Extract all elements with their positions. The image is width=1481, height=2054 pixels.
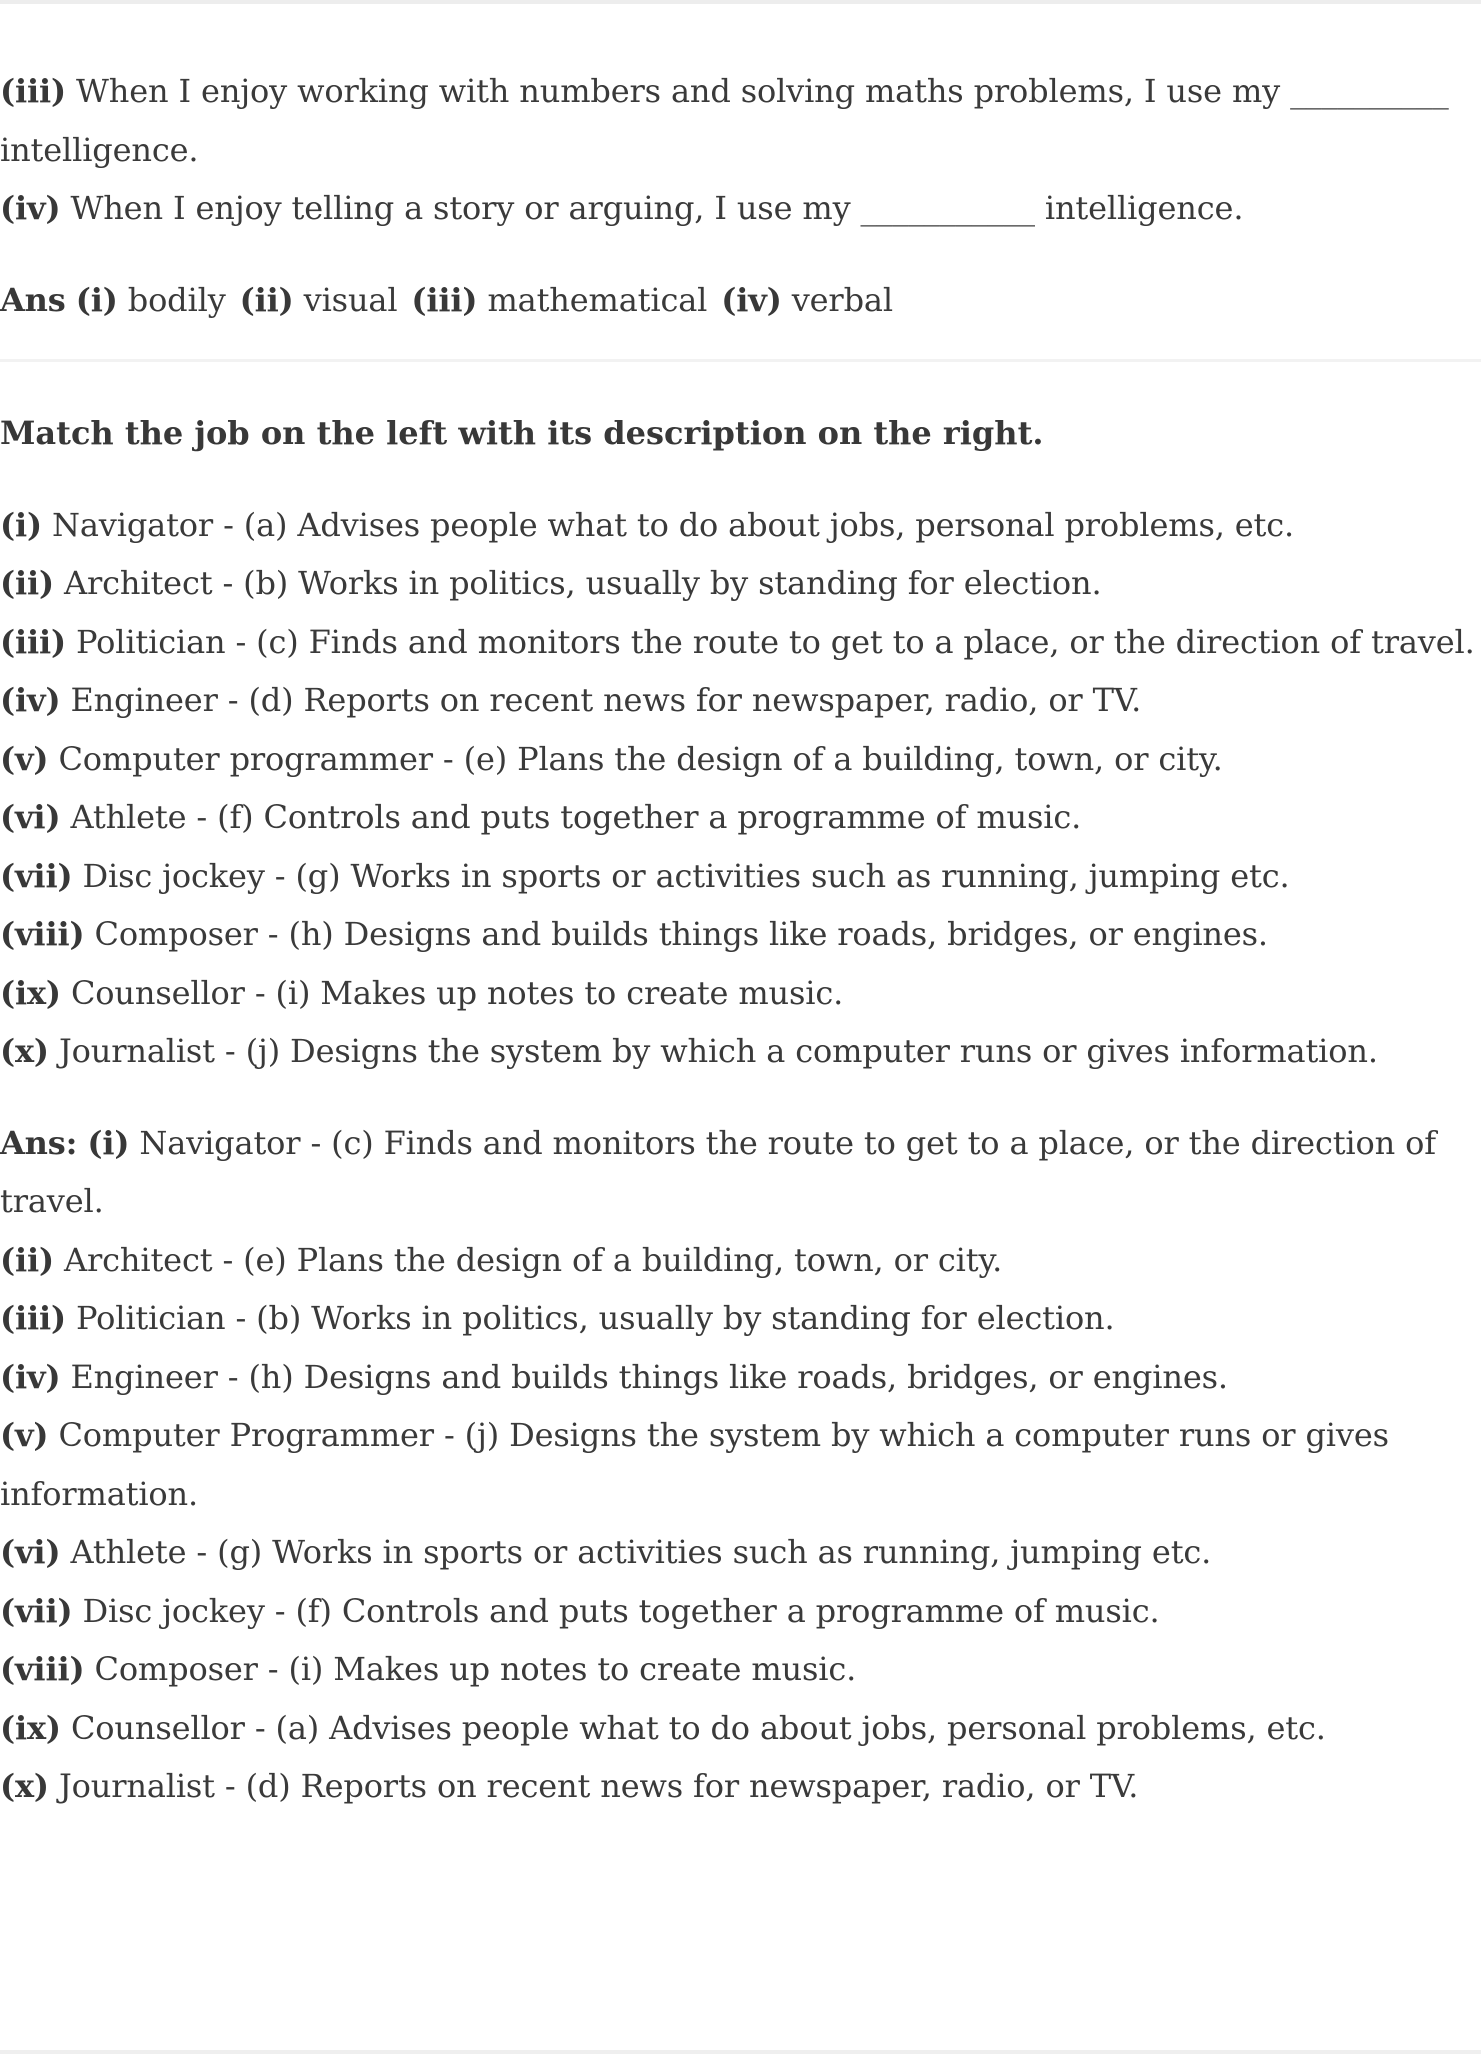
item-text: Disc jockey - (f) Controls and puts together a programme of music.: [82, 1591, 1160, 1630]
item-number: (i): [0, 505, 42, 544]
question-text: When I enjoy telling a story or arguing, I use my ___________ intelligence.: [70, 189, 1244, 227]
list-item: [0, 964, 1481, 1023]
answer-number: (iii): [411, 280, 478, 319]
answer-item: [0, 1289, 1481, 1348]
question-line: [0, 121, 1481, 180]
answers-list: [0, 1114, 1481, 1816]
item-text: Athlete - (g) Works in sports or activities such as running, jumping etc.: [70, 1533, 1212, 1571]
answer-item: [0, 1114, 1481, 1173]
question-number: (iv): [0, 189, 61, 227]
question-line: [0, 62, 1481, 121]
item-text: Computer programmer - (e) Plans the design of a building, town, or city.: [58, 739, 1223, 778]
answer-number: (i): [75, 280, 118, 319]
item-text: Composer - (i) Makes up notes to create music.: [94, 1650, 857, 1688]
item-text: Journalist - (d) Reports on recent news for newspaper, radio, or TV.: [58, 1767, 1139, 1805]
item-text: Engineer - (d) Reports on recent news for newspaper, radio, or TV.: [70, 681, 1142, 719]
item-number: (v): [0, 1416, 49, 1454]
answer-item: [0, 1231, 1481, 1290]
item-text: Navigator - (a) Advises people what to do about jobs, personal problems, etc.: [52, 505, 1295, 544]
answer-text: mathematical: [487, 280, 708, 319]
answer-text: verbal: [791, 280, 893, 319]
top-divider: [0, 0, 1481, 4]
item-number: (vi): [0, 1533, 61, 1571]
answer-item: [0, 1582, 1481, 1641]
item-number: (viii): [0, 915, 85, 953]
item-text: Counsellor - (a) Advises people what to do about jobs, personal problems, etc.: [70, 1708, 1326, 1747]
answer-item: [0, 1699, 1481, 1758]
item-text: Politician - (c) Finds and monitors the route to get to a place, or the direction of travel.: [76, 622, 1475, 661]
intelligence-question-section: [0, 62, 1481, 329]
list-item: [0, 730, 1481, 789]
item-number: (iii): [0, 622, 67, 661]
item-number: (ix): [0, 973, 61, 1012]
item-number: (vii): [0, 1591, 73, 1630]
list-item: [0, 905, 1481, 964]
question-title: Match the job on the left with its description on the right.: [0, 414, 1044, 452]
list-item: [0, 671, 1481, 730]
item-text: Politician - (b) Works in politics, usually by standing for election.: [76, 1299, 1115, 1337]
answer-label: Ans:: [0, 1123, 78, 1162]
list-item: [0, 496, 1481, 555]
item-number: (x): [0, 1767, 49, 1805]
match-items-list: [0, 496, 1481, 1081]
answer-item-continued: [0, 1465, 1481, 1524]
item-text: Computer Programmer - (j) Designs the system by which a computer runs or gives: [58, 1416, 1389, 1454]
item-number: (i): [87, 1123, 130, 1162]
item-number: (vii): [0, 856, 73, 895]
bottom-divider: [0, 2050, 1481, 2054]
item-text: Disc jockey - (g) Works in sports or activities such as running, jumping etc.: [82, 856, 1290, 895]
section-divider: [0, 359, 1481, 362]
answer-text: visual: [303, 280, 398, 319]
item-number: (iii): [0, 1299, 67, 1337]
list-item: [0, 788, 1481, 847]
question-line: [0, 179, 1481, 238]
question-number: (iii): [0, 72, 67, 110]
item-number: (x): [0, 1032, 49, 1070]
item-text: Navigator - (c) Finds and monitors the route to get to a place, or the direction of: [139, 1123, 1436, 1162]
item-text: Engineer - (h) Designs and builds things like roads, bridges, or engines.: [70, 1357, 1228, 1396]
answer-line: [0, 271, 1481, 330]
answer-label: Ans: [0, 280, 66, 319]
item-text: Architect - (e) Plans the design of a building, town, or city.: [64, 1240, 1003, 1279]
answer-item: [0, 1406, 1481, 1465]
item-text: Architect - (b) Works in politics, usually by standing for election.: [64, 564, 1102, 602]
item-text: information.: [0, 1474, 199, 1513]
item-number: (ii): [0, 1240, 54, 1279]
question-text: intelligence.: [0, 130, 199, 169]
item-number: (iv): [0, 681, 61, 719]
item-number: (ii): [0, 564, 54, 602]
list-item: [0, 554, 1481, 613]
list-item: [0, 847, 1481, 906]
item-number: (ix): [0, 1708, 61, 1747]
match-jobs-section: [0, 404, 1481, 1816]
item-number: (v): [0, 739, 49, 778]
item-text: Composer - (h) Designs and builds things like roads, bridges, or engines.: [94, 915, 1268, 953]
answer-number: (iv): [721, 280, 782, 319]
item-number: (vi): [0, 798, 61, 836]
item-text: Journalist - (j) Designs the system by which a computer runs or gives information.: [58, 1032, 1378, 1070]
answer-text: bodily: [127, 280, 226, 319]
item-text: Counsellor - (i) Makes up notes to create music.: [70, 973, 844, 1012]
answer-number: (ii): [239, 280, 294, 319]
list-item: [0, 1022, 1481, 1081]
item-text: Athlete - (f) Controls and puts together a programme of music.: [70, 798, 1082, 836]
answer-item-continued: [0, 1172, 1481, 1231]
answer-item: [0, 1757, 1481, 1816]
item-number: (viii): [0, 1650, 85, 1688]
answer-item: [0, 1348, 1481, 1407]
list-item: [0, 613, 1481, 672]
answer-item: [0, 1523, 1481, 1582]
item-number: (iv): [0, 1357, 61, 1396]
answer-item: [0, 1640, 1481, 1699]
item-text: travel.: [0, 1182, 104, 1220]
question-text: When I enjoy working with numbers and solving maths problems, I use my __________: [76, 72, 1449, 110]
